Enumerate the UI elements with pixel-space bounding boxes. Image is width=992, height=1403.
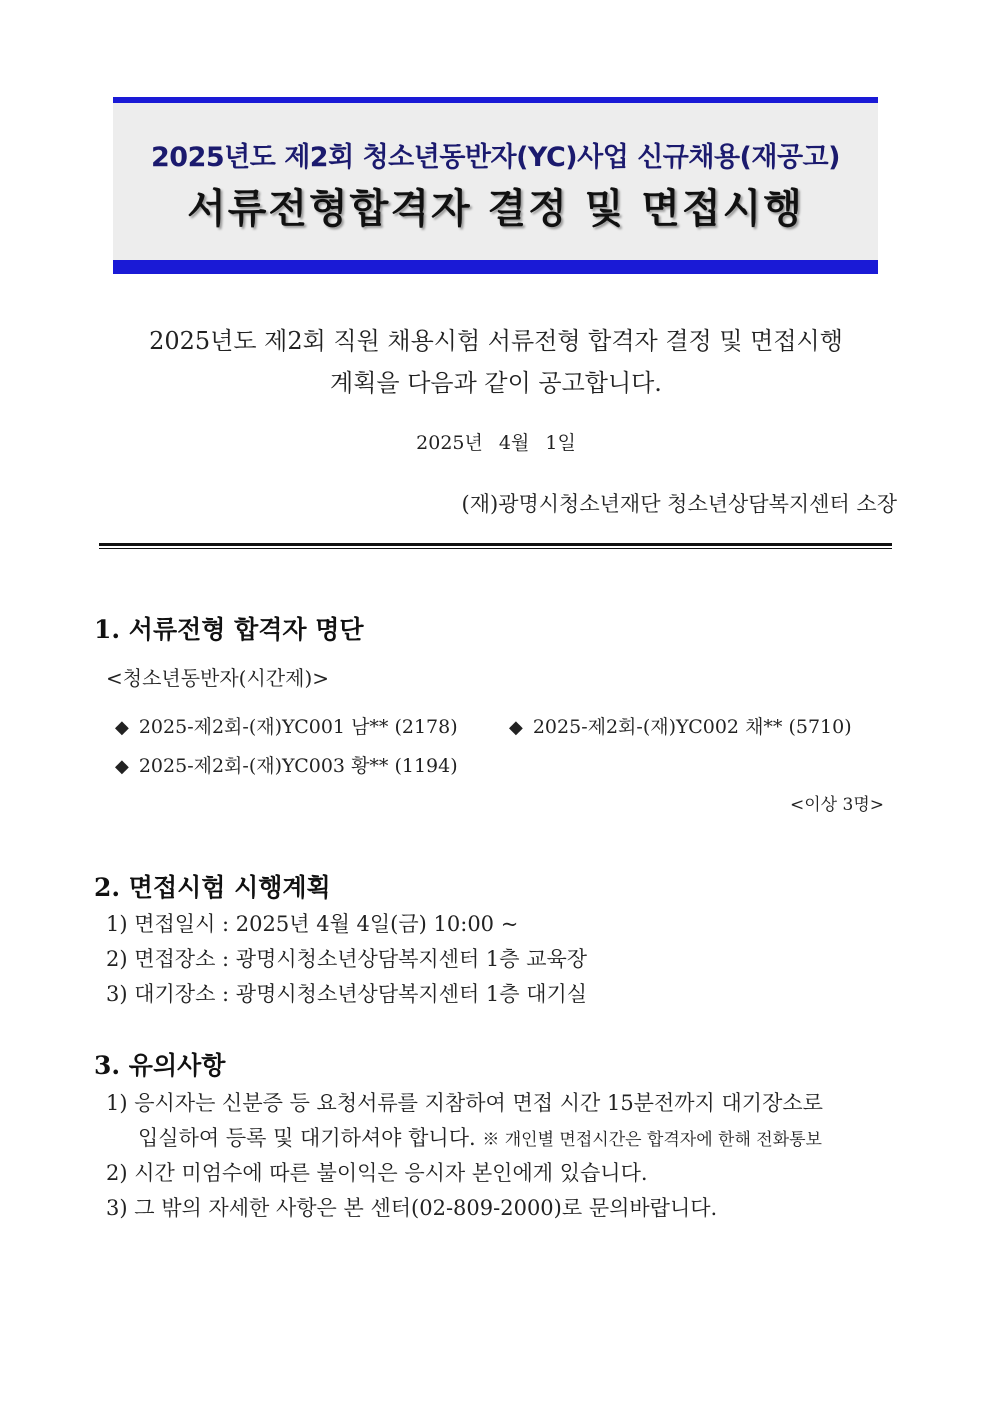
plan-item: 1) 면접일시 : 2025년 4월 4일(금) 10:00 ~ xyxy=(106,912,519,936)
notice-item: 1) 응시자는 신분증 등 요청서류를 지참하여 면접 시간 15분전까지 대기장소로 xyxy=(106,1091,823,1115)
intro-paragraph xyxy=(100,320,892,404)
passer-text: 2025-제2회-(재)YC003 황** (1194) xyxy=(138,755,458,777)
diamond-bullet-icon: ◆ xyxy=(115,756,129,777)
issuer: (재)광명시청소년재단 청소년상담복지센터 소장 xyxy=(461,492,897,516)
title-banner xyxy=(113,97,878,274)
notice-item: 3) 그 밖의 자세한 사항은 본 센터(02-809-2000)로 문의바랍니다. xyxy=(106,1196,718,1220)
passer-item xyxy=(509,712,852,739)
notice-note: ※ 개인별 면접시간은 합격자에 한해 전화통보 xyxy=(482,1130,822,1150)
banner-subtitle: 2025년도 제2회 청소년동반자(YC)사업 신규채용(재공고) xyxy=(151,142,840,173)
passer-item xyxy=(115,712,458,739)
notice-item-text: 입실하여 등록 및 대기하셔야 합니다. xyxy=(138,1126,476,1150)
plan-item: 3) 대기장소 : 광명시청소년상담복지센터 1층 대기실 xyxy=(106,982,588,1006)
notice-item: 2) 시간 미엄수에 따른 불이익은 응시자 본인에게 있습니다. xyxy=(106,1161,648,1185)
section3-heading: 3. 유의사항 xyxy=(94,1051,226,1080)
passer-total: <이상 3명> xyxy=(790,795,884,815)
plan-item: 2) 면접장소 : 광명시청소년상담복지센터 1층 교육장 xyxy=(106,947,588,971)
intro-line-1: 2025년도 제2회 직원 채용시험 서류전형 합격자 결정 및 면접시행 xyxy=(149,327,843,355)
passer-text: 2025-제2회-(재)YC002 채** (5710) xyxy=(532,716,852,738)
banner-title: 서류전형합격자 결정 및 면접시행 xyxy=(187,186,804,232)
section1-heading: 1. 서류전형 합격자 명단 xyxy=(94,615,364,644)
notice-item-continued xyxy=(138,1122,822,1152)
diamond-bullet-icon: ◆ xyxy=(509,717,523,738)
passer-item xyxy=(115,751,458,778)
section2-heading: 2. 면접시험 시행계획 xyxy=(94,873,331,902)
banner-bottom-bar xyxy=(113,260,878,274)
passer-text: 2025-제2회-(재)YC001 남** (2178) xyxy=(138,716,458,738)
intro-line-2: 계획을 다음과 같이 공고합니다. xyxy=(330,369,662,397)
banner-top-bar xyxy=(113,97,878,103)
diamond-bullet-icon: ◆ xyxy=(115,717,129,738)
announcement-date: 2025년 4월 1일 xyxy=(416,432,576,454)
category-label: <청소년동반자(시간제)> xyxy=(106,666,330,690)
divider-thick xyxy=(99,543,892,546)
divider-thin xyxy=(99,548,892,549)
